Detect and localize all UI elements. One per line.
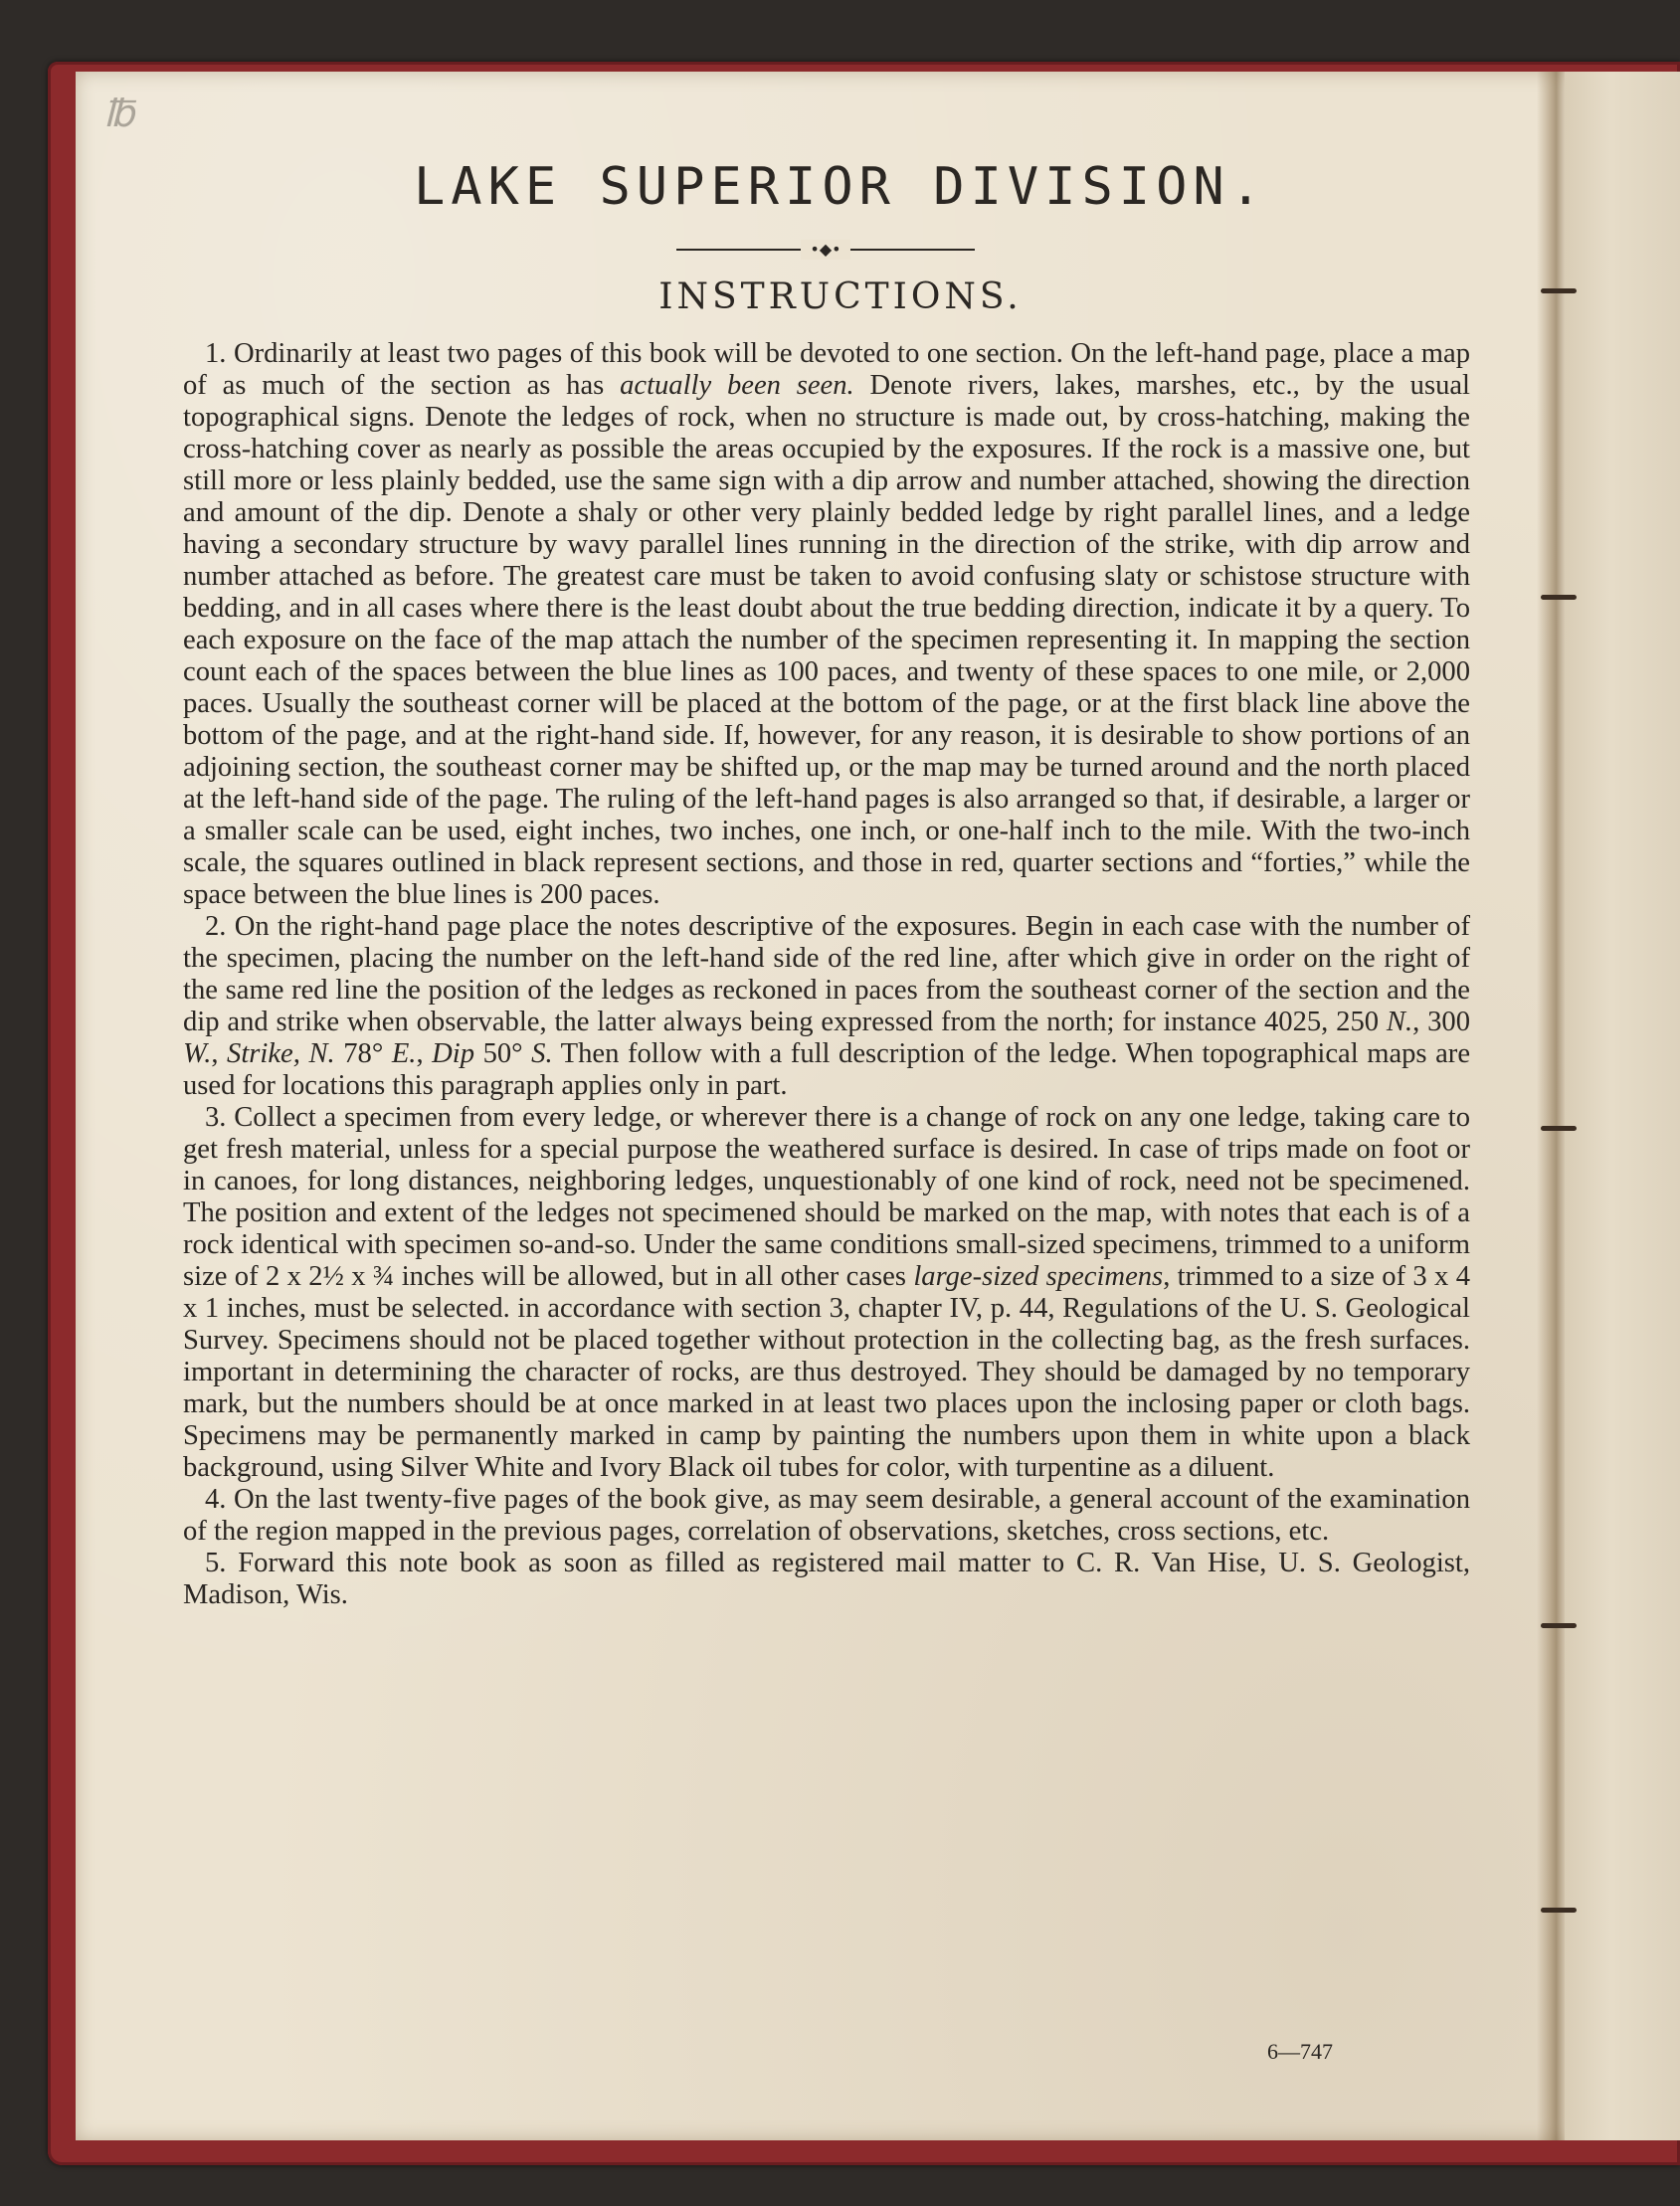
paragraph-text: , <box>416 1038 433 1069</box>
italic-text: Strike, N. <box>227 1038 335 1069</box>
paragraph-text: 78° <box>334 1038 392 1069</box>
instruction-paragraph <box>183 338 1470 911</box>
italic-text: S. <box>531 1038 553 1069</box>
page-title: LAKE SUPERIOR DIVISION. <box>413 157 1268 217</box>
facing-page-edge <box>1565 72 1680 2140</box>
book-gutter <box>1537 72 1565 2140</box>
paragraph-text: 1. Ordinarily at least two pages of this book will be devoted to one section. On the left-hand page, place a map of as much of the section as has <box>183 338 1470 401</box>
paragraph-text: 50° <box>474 1038 532 1069</box>
instruction-paragraph <box>183 911 1470 1102</box>
form-number: 6—747 <box>1267 2039 1333 2064</box>
pencil-mark: ℔ <box>103 92 135 135</box>
italic-text: W. <box>183 1038 212 1069</box>
instructions-body <box>183 338 1470 1611</box>
italic-text: Dip <box>432 1038 475 1069</box>
paragraph-text: , <box>211 1038 228 1069</box>
italic-text: actually been seen. <box>620 370 854 401</box>
paragraph-text: , 300 <box>1412 1007 1470 1037</box>
binding-stitch <box>1541 1623 1577 1628</box>
instruction-paragraph <box>183 1484 1470 1548</box>
instruction-paragraph <box>183 1102 1470 1484</box>
paragraph-text: 5. Forward this note book as soon as filled as registered mail matter to C. R. Van Hise, U. S. Geologist, Madison, Wis. <box>183 1548 1470 1610</box>
paragraph-text: Denote rivers, lakes, marshes, etc., by the usual topographical signs. Denote the ledges of rock, when no structure is made out, by cross-hatching, making the cross-hatching cover as nearly as possible the areas occupied by the exposures. If the rock is a massive one, but still more or less plainly bedded, use the same sign with a dip arrow and number attached, showing the direction and amount of the dip. Denote a shaly or other very plainly bedded ledge by right parallel lines, and a ledge having a secondary structure by wavy parallel lines running in the direction of the strike, with dip arrow and number attached as before. The greatest care must be taken to avoid confusing slaty or schistose structure with bedding, and in all cases where there is the least doubt about the true bedding direction, indicate it by a query. To each exposure on the face of the map attach the number of the specimen representing it. In mapping the section count each of the spaces between the blue lines as 100 paces, and twenty of these spaces to one mile, or 2,000 paces. Usually the southeast corner will be placed at the bottom of the page, or at the first black line above the bottom of the page, and at the right-hand side. If, however, for any reason, it is desirable to show portions of an adjoining section, the southeast corner may be shifted up, or the map may be turned around and the north placed at the left-hand side of the page. The ruling of the left-hand pages is also arranged so that, if desirable, a larger or a smaller scale can be used, eight inches, two inches, one inch, or one-half inch to the mile. With the two-inch scale, the squares outlined in black represent sections, and those in red, quarter sections and “forties,” while the space between the blue lines is 200 paces. <box>183 370 1470 910</box>
binding-stitch <box>1541 595 1577 600</box>
paragraph-text: Then follow with a full description of the ledge. When topographical maps are used for locations this paragraph applies only in part. <box>183 1038 1471 1101</box>
instruction-paragraph <box>183 1548 1470 1611</box>
binding-stitch <box>1541 288 1577 293</box>
paragraph-text: 2. On the right-hand page place the notes descriptive of the exposures. Begin in each case with the number of the specimen, placing the number on the left-hand side of the red line, after which give in order on the right of the same red line the position of the ledges as reckoned in paces from the southeast corner of the section and the dip and strike when observable, the latter always being expressed from the north; for instance 4025, 250 <box>183 911 1470 1037</box>
paragraph-text: , trimmed to a size of 3 x 4 x 1 inches, must be selected. in accordance with section 3, chapter IV, p. 44, Regulations of the U. S. Geological Survey. Specimens should not be placed together without protection in the collecting bag, as the fresh surfaces. important in determining the character of rocks, are thus destroyed. They should be damaged by no temporary mark, but the numbers should be at once marked in at least two places upon the inclosing paper or cloth bags. Specimens may be permanently marked in camp by painting the numbers upon them in white upon a black background, using Silver White and Ivory Black oil tubes for color, with turpentine as a diluent. <box>183 1261 1470 1483</box>
section-heading: INSTRUCTIONS. <box>658 276 1023 317</box>
paragraph-text: 3. Collect a specimen from every ledge, or wherever there is a change of rock on any one ledge, taking care to get fresh material, unless for a special purpose the weathered surface is desired. In case of trips made on foot or in canoes, for long distances, neighboring ledges, unquestionably of one kind of rock, need not be specimened. The position and extent of the ledges not specimened should be marked on the map, with notes that each is of a rock identical with specimen so-and-so. Under the same conditions small-sized specimens, trimmed to a uniform size of 2 x 2½ x ¾ inches will be allowed, but in all other cases <box>183 1102 1470 1292</box>
italic-text: E. <box>391 1038 417 1069</box>
italic-text: N. <box>1386 1007 1413 1037</box>
italic-text: large-sized specimens <box>913 1261 1164 1292</box>
paragraph-text: 4. On the last twenty-five pages of the book give, as may seem desirable, a general account of the examination of the region mapped in the previous pages, correlation of observations, sketches, cross sections, etc. <box>183 1484 1470 1547</box>
rule-ornament: •◆• <box>801 240 850 260</box>
binding-stitch <box>1541 1126 1577 1131</box>
binding-stitch <box>1541 1908 1577 1913</box>
